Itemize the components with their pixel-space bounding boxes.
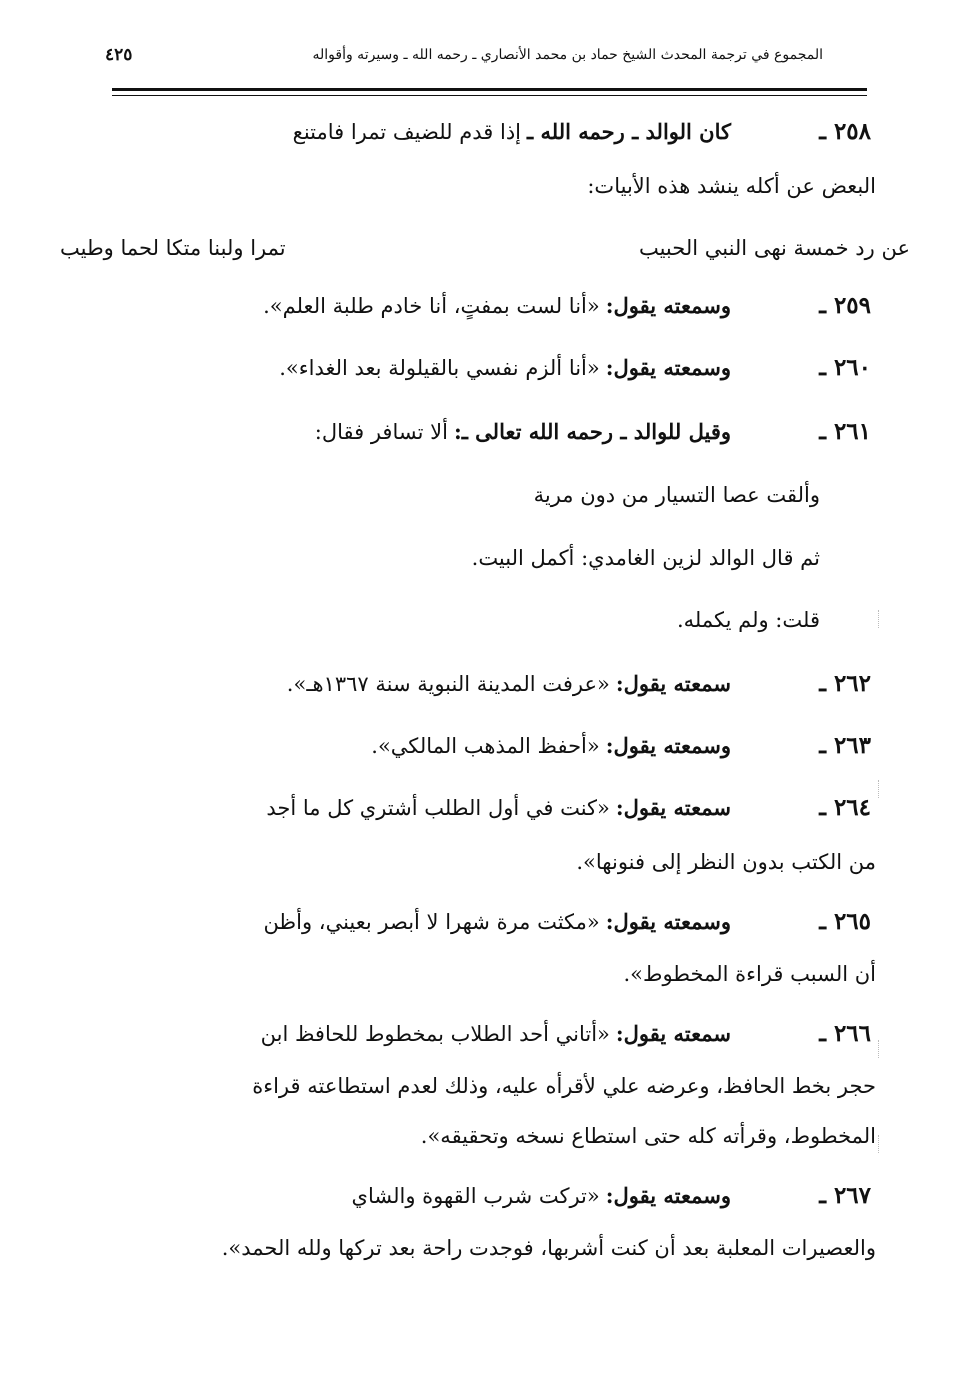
entry-speaker: سمعته يقول:	[615, 1021, 731, 1046]
entry-264-continuation-1: من الكتب بدون النظر إلى فنونها».	[576, 850, 876, 874]
entry-text: «أنا ألزم نفسي بالقيلولة بعد الغداء».	[279, 356, 600, 380]
entry-text: «أتاني أحد الطلاب بمخطوط للحافظ ابن	[260, 1022, 610, 1046]
scan-mark	[878, 1135, 882, 1153]
entry-265-continuation-1: أن السبب قراءة المخطوط».	[623, 962, 876, 986]
poem-verse	[60, 236, 910, 260]
header-title: المجموع في ترجمة المحدث الشيخ حماد بن محمد الأنصاري ـ رحمه الله ـ وسيرته وأقواله	[312, 47, 823, 63]
entry-258	[101, 118, 871, 146]
entry-speaker: وقيل للوالد ـ رحمه الله تعالى ـ:	[453, 419, 731, 444]
entry-260	[279, 354, 871, 382]
entry-speaker: وسمعته يقول:	[605, 293, 731, 318]
entry-258-continuation-1: البعض عن أكله ينشد هذه الأبيات:	[587, 174, 876, 198]
entry-266-continuation-2: المخطوط، وقرأته كله حتى استطاع نسخه وتحقيقه».	[420, 1124, 876, 1148]
scan-mark	[878, 780, 882, 798]
entry-number: ٢٦٢ ـ	[819, 670, 871, 697]
entry-text: إذا قدم للضيف تمرا فامتنع	[292, 120, 522, 144]
entry-speaker: وسمعته يقول:	[605, 909, 731, 934]
entry-267	[352, 1182, 871, 1210]
entry-number: ٢٦٥ ـ	[819, 908, 871, 935]
entry-261	[315, 418, 871, 446]
entry-262	[287, 670, 871, 698]
header-rule-thin	[112, 95, 867, 96]
entry-number: ٢٦٤ ـ	[819, 794, 871, 821]
entry-speaker: وسمعته يقول:	[605, 1183, 731, 1208]
entry-261-continuation-1: وألقت عصا التسيار من دون مرية	[533, 483, 820, 507]
entry-text: «عرفت المدينة النبوية سنة ١٣٦٧هـ».	[286, 672, 610, 696]
entry-text: «أحفظ المذهب المالكي».	[371, 734, 600, 758]
entry-number: ٢٦٧ ـ	[819, 1182, 871, 1209]
entry-speaker: سمعته يقول:	[615, 671, 731, 696]
entry-text: ألا تسافر فقال:	[314, 420, 448, 444]
entry-259	[263, 292, 871, 320]
entry-text: «أنا لست بمفتٍ، أنا خادم طلبة العلم».	[263, 294, 600, 318]
entry-speaker: كان الوالد ـ رحمه الله ـ	[527, 119, 731, 144]
entry-text: «مكثت مرة شهرا لا أبصر بعيني، وأظن	[263, 910, 600, 934]
scan-mark	[878, 610, 882, 628]
poem-second-hemistich: تمرا ولبنا متكا لحما وطيب	[60, 236, 286, 260]
entry-speaker: وسمعته يقول:	[605, 733, 731, 758]
entry-speaker: وسمعته يقول:	[605, 355, 731, 380]
entry-number: ٢٦٠ ـ	[819, 354, 871, 381]
entry-261-continuation-2: ثم قال الوالد لزين الغامدي: أكمل البيت.	[471, 546, 820, 570]
entry-number: ٢٥٩ ـ	[819, 292, 871, 319]
entry-266	[261, 1020, 871, 1048]
entry-264	[266, 794, 871, 822]
scan-mark	[878, 1040, 882, 1058]
entry-text: «تركت شرب القهوة والشاي	[351, 1184, 600, 1208]
entry-265	[263, 908, 871, 936]
entry-267-continuation-1: والعصيرات المعلبة بعد أن كنت أشربها، فوجدت راحة بعد تركها ولله الحمد».	[221, 1236, 876, 1260]
entry-number: ٢٦٦ ـ	[819, 1020, 871, 1047]
entry-text: «كنت في أول الطلب أشتري كل ما أجد	[266, 796, 610, 820]
page-number: ٤٢٥	[105, 45, 133, 65]
entry-number: ٢٦٣ ـ	[819, 732, 871, 759]
entry-261-continuation-3: قلت: ولم يكمله.	[676, 608, 820, 632]
entry-263	[371, 732, 871, 760]
poem-first-hemistich: عن رد خمسة نهى النبي الحبيب	[638, 236, 910, 260]
entry-speaker: سمعته يقول:	[615, 795, 731, 820]
entry-266-continuation-1: حجر بخط الحافظ، وعرضه علي لأقرأه عليه، وذلك لعدم استطاعته قراءة	[252, 1074, 876, 1098]
entry-number: ٢٦١ ـ	[819, 418, 871, 445]
header-rule-thick	[112, 88, 867, 91]
entry-number: ٢٥٨ ـ	[819, 118, 871, 145]
running-header	[105, 38, 823, 72]
